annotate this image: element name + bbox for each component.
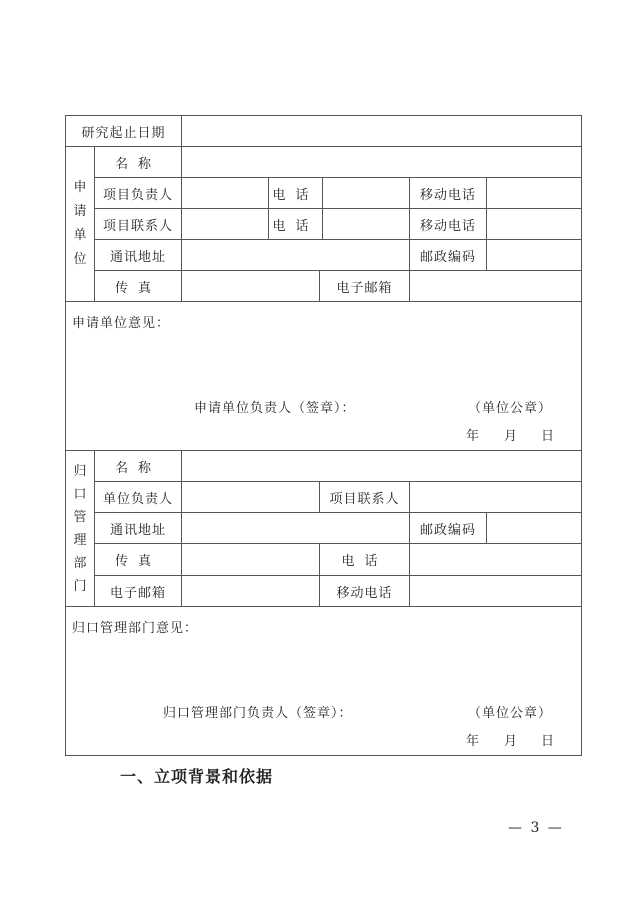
applicant-side-char: 单: [73, 228, 87, 243]
applicant-address-field[interactable]: [181, 239, 410, 271]
dept-contact-field[interactable]: [409, 481, 582, 513]
applicant-seal: （单位公章）: [468, 401, 553, 416]
dept-sign-line: 归口管理部门负责人（签章）：: [163, 706, 353, 721]
dept-postcode-field[interactable]: [486, 512, 582, 544]
applicant-fax-label: 传真: [94, 270, 182, 302]
dept-side-char: 归: [73, 463, 87, 479]
dept-phone-field[interactable]: [409, 543, 582, 576]
dept-name-field[interactable]: [181, 450, 582, 482]
dept-side-char: 口: [73, 486, 87, 502]
applicant-sign-line: 申请单位负责人（签章）：: [194, 401, 356, 416]
applicant-leader-mobile-field[interactable]: [486, 177, 582, 209]
applicant-date-year: 年: [466, 429, 481, 444]
applicant-leader-phone-label: 电话: [268, 177, 323, 209]
dept-address-field[interactable]: [181, 512, 410, 544]
dept-postcode-label: 邮政编码: [409, 512, 487, 544]
applicant-leader-phone-field[interactable]: [322, 177, 410, 209]
dept-fax-label: 传真: [94, 543, 182, 576]
applicant-side-label: [65, 146, 95, 302]
dept-date-year: 年: [466, 734, 481, 749]
dept-email-label: 电子邮箱: [94, 575, 182, 607]
dept-date-day: 日: [541, 734, 556, 749]
applicant-contact-phone-field[interactable]: [322, 208, 410, 240]
applicant-leader-mobile-label: 移动电话: [409, 177, 487, 209]
applicant-date-month: 月: [504, 429, 519, 444]
page-number: — 3 —: [508, 820, 564, 836]
dept-mobile-label: 移动电话: [319, 575, 410, 607]
applicant-leader-label: 项目负责人: [94, 177, 182, 209]
dept-unit-leader-field[interactable]: [181, 481, 320, 513]
dept-fax-field[interactable]: [181, 543, 320, 576]
applicant-opinion-title: 申请单位意见：: [72, 316, 171, 331]
dept-address-label: 通讯地址: [94, 512, 182, 544]
applicant-fax-field[interactable]: [181, 270, 320, 302]
applicant-side-char: 申: [73, 180, 87, 195]
applicant-name-label: 名称: [94, 146, 182, 178]
applicant-contact-field[interactable]: [181, 208, 269, 240]
applicant-email-label: 电子邮箱: [319, 270, 410, 302]
applicant-contact-mobile-field[interactable]: [486, 208, 582, 240]
dept-side-char: 部: [73, 555, 87, 571]
dept-side-char: 门: [73, 578, 87, 594]
applicant-side-char: 位: [73, 252, 87, 267]
applicant-leader-field[interactable]: [181, 177, 269, 209]
applicant-side-char: 请: [73, 204, 87, 219]
applicant-name-field[interactable]: [181, 146, 582, 178]
applicant-postcode-field[interactable]: [486, 239, 582, 271]
dept-date-month: 月: [504, 734, 519, 749]
dept-opinion-title: 归口管理部门意见：: [72, 621, 199, 636]
dept-contact-label: 项目联系人: [319, 481, 410, 513]
applicant-contact-phone-label: 电话: [268, 208, 323, 240]
dept-side-char: 理: [73, 532, 87, 548]
applicant-contact-label: 项目联系人: [94, 208, 182, 240]
applicant-contact-mobile-label: 移动电话: [409, 208, 487, 240]
dept-phone-label: 电话: [319, 543, 410, 576]
applicant-postcode-label: 邮政编码: [409, 239, 487, 271]
applicant-address-label: 通讯地址: [94, 239, 182, 271]
applicant-email-field[interactable]: [409, 270, 582, 302]
dept-email-field[interactable]: [181, 575, 320, 607]
dept-unit-leader-label: 单位负责人: [94, 481, 182, 513]
period-value[interactable]: [181, 115, 582, 147]
section-heading: 一、立项背景和依据: [120, 767, 274, 786]
applicant-date-day: 日: [541, 429, 556, 444]
period-label: 研究起止日期: [65, 115, 182, 147]
dept-side-char: 管: [73, 509, 87, 525]
dept-side-label: [65, 450, 95, 607]
dept-name-label: 名称: [94, 450, 182, 482]
dept-mobile-field[interactable]: [409, 575, 582, 607]
dept-seal: （单位公章）: [468, 706, 553, 721]
